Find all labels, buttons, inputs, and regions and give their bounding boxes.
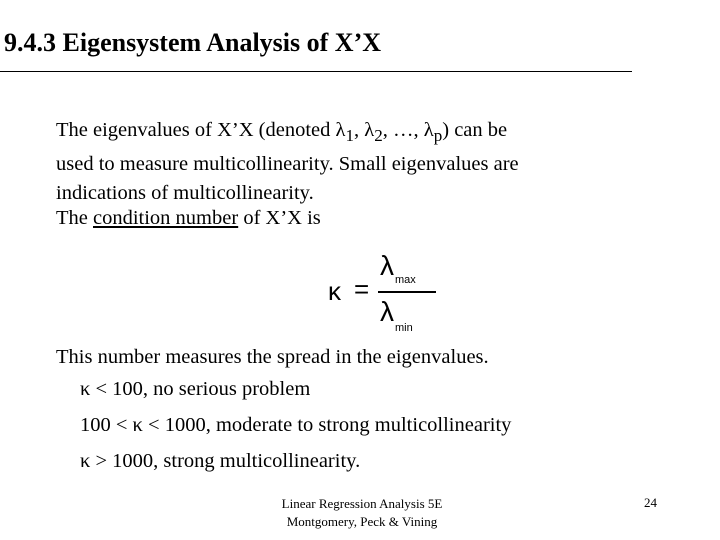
footer-line-1: Linear Regression Analysis 5E xyxy=(281,496,443,511)
lambda-2-subscript: 2 xyxy=(374,126,383,146)
slide-title: 9.4.3 Eigensystem Analysis of X’X xyxy=(4,28,382,57)
para2-prefix: The xyxy=(56,207,93,229)
lambda-p-subscript: p xyxy=(433,126,443,146)
spread-text: This number measures the spread in the eigenvalues. xyxy=(56,346,489,368)
formula-denominator xyxy=(380,296,413,334)
title-divider xyxy=(0,71,632,72)
para1-line-3: indications of multicollinearity. xyxy=(56,182,314,205)
criterion-item: κ > 1000, strong multicollinearity. xyxy=(80,450,361,472)
fraction-bar xyxy=(378,291,436,293)
para1-suffix: ) can be xyxy=(442,119,508,141)
para2-suffix: of X’X is xyxy=(238,207,321,229)
para1-separator-1: , xyxy=(354,119,365,141)
lambda-p: λ xyxy=(423,119,434,141)
para1-separator-2: , …, xyxy=(382,119,424,141)
lambda-1: λ xyxy=(335,119,346,141)
footer-line-2: Montgomery, Peck & Vining xyxy=(286,514,438,529)
min-subscript: min xyxy=(395,322,413,334)
lambda-2: λ xyxy=(364,119,375,141)
formula-numerator xyxy=(380,250,416,286)
para1-prefix: The eigenvalues of X’X (denoted xyxy=(56,119,336,141)
max-subscript: max xyxy=(395,274,416,286)
para1-line-2: used to measure multicollinearity. Small eigenvalues are xyxy=(56,153,519,176)
page-number: 24 xyxy=(644,495,657,510)
criterion-item: 100 < κ < 1000, moderate to strong multicollinearity xyxy=(80,414,512,436)
condition-number-term: condition number xyxy=(93,207,239,229)
lambda-1-subscript: 1 xyxy=(345,126,354,146)
lambda-min-symbol: λ xyxy=(380,296,394,327)
criterion-item: κ < 100, no serious problem xyxy=(80,378,311,400)
footer-citation xyxy=(262,495,462,531)
equals-sign: = xyxy=(354,274,370,304)
kappa-symbol: κ xyxy=(328,276,341,306)
eigenvalues-paragraph xyxy=(56,116,519,208)
condition-number-paragraph xyxy=(56,204,321,233)
lambda-max-symbol: λ xyxy=(380,250,394,281)
